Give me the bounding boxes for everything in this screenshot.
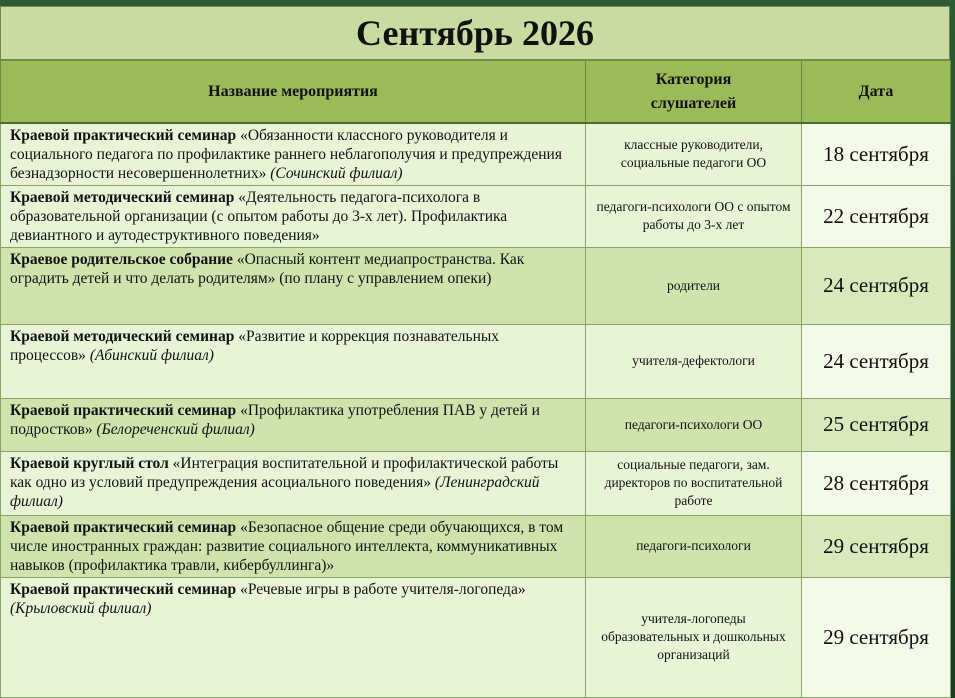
event-kind: Краевой практический семинар: [10, 401, 237, 419]
header-audience-line2: слушателей: [650, 94, 737, 112]
date-cell: 24 сентября: [802, 247, 951, 324]
date-cell: 18 сентября: [802, 123, 951, 185]
event-topic: «Обязанности классного руководителя и социального педагога по профилактике раннего неблагополучия и предупреждения безнадзорности несовершеннолетних»: [10, 127, 562, 182]
header-row: [1, 61, 951, 124]
table-row: [1, 577, 951, 697]
event-topic: «Опасный контент медиапространства. Как оградить детей и что делать родителям» (по плану с управлением опеки): [10, 250, 525, 287]
event-kind: Краевой методический семинар: [10, 327, 235, 345]
event-kind: Краевой практический семинар: [10, 580, 237, 598]
event-cell: [1, 185, 586, 247]
event-cell: [1, 247, 586, 324]
date-cell: 25 сентября: [802, 398, 951, 451]
table-row: [1, 398, 951, 451]
page-title: Сентябрь 2026: [356, 13, 594, 53]
event-topic: «Профилактика употребления ПАВ у детей и подростков»: [10, 401, 540, 438]
audience-cell: педагоги-психологи: [586, 515, 802, 577]
table-row: [1, 515, 951, 577]
event-topic: «Безопасное общение среди обучающихся, в том числе иностранных граждан: развитие социального интеллекта, коммуникативных навыков (профилактика травли, кибербуллинга)»: [10, 518, 564, 574]
header-date: Дата: [802, 61, 951, 124]
event-topic: «Интеграция воспитательной и профилактической работы как одно из условий предупреждения асоциального поведения»: [10, 454, 559, 491]
audience-cell: родители: [586, 247, 802, 324]
event-branch: (Сочинский филиал): [270, 165, 403, 182]
date-cell: 29 сентября: [802, 515, 951, 577]
event-cell: [1, 577, 586, 697]
date-cell: 28 сентября: [802, 451, 951, 515]
date-cell: 29 сентября: [802, 577, 951, 697]
table-row: [1, 123, 951, 185]
event-cell: [1, 451, 586, 515]
audience-cell: учителя-дефектологи: [586, 324, 802, 398]
event-branch: (Ленинградский филиал): [10, 473, 540, 510]
table-row: [1, 451, 951, 515]
event-branch: (Крыловский филиал): [10, 599, 152, 617]
audience-cell: классные руководители, социальные педагоги ОО: [586, 123, 802, 185]
event-cell: [1, 324, 586, 398]
date-cell: 22 сентября: [802, 185, 951, 247]
header-event: Название мероприятия: [1, 61, 586, 124]
event-cell: [1, 515, 586, 577]
audience-cell: педагоги-психологи ОО с опытом работы до 3-х лет: [586, 185, 802, 247]
event-kind: Краевое родительское собрание: [10, 250, 233, 268]
title-bar: [0, 6, 950, 60]
event-cell: [1, 123, 586, 185]
table-row: [1, 185, 951, 247]
event-branch: (Абинский филиал): [89, 346, 214, 364]
event-topic: «Развитие и коррекция познавательных процессов»: [10, 327, 500, 364]
event-topic: «Деятельность педагога-психолога в образовательной организации (с опытом работы до 3-х лет). Профилактика девиантного и аутодеструктивного поведения»: [10, 188, 508, 244]
event-kind: Краевой методический семинар: [10, 188, 235, 206]
event-kind: Краевой круглый стол: [10, 454, 169, 472]
header-audience: [586, 61, 802, 124]
audience-cell: социальные педагоги, зам. директоров по воспитательной работе: [586, 451, 802, 515]
table-row: [1, 247, 951, 324]
event-branch: (Белореченский филиал): [96, 420, 255, 438]
events-table: [0, 60, 951, 698]
date-cell: 24 сентября: [802, 324, 951, 398]
table-row: [1, 324, 951, 398]
audience-cell: учителя-логопеды образовательных и дошкольных организаций: [586, 577, 802, 697]
audience-cell: педагоги-психологи ОО: [586, 398, 802, 451]
header-audience-line1: Категория: [655, 70, 732, 88]
event-kind: Краевой практический семинар: [10, 127, 237, 144]
event-cell: [1, 398, 586, 451]
event-kind: Краевой практический семинар: [10, 518, 237, 536]
event-topic: «Речевые игры в работе учителя-логопеда»: [236, 580, 526, 598]
